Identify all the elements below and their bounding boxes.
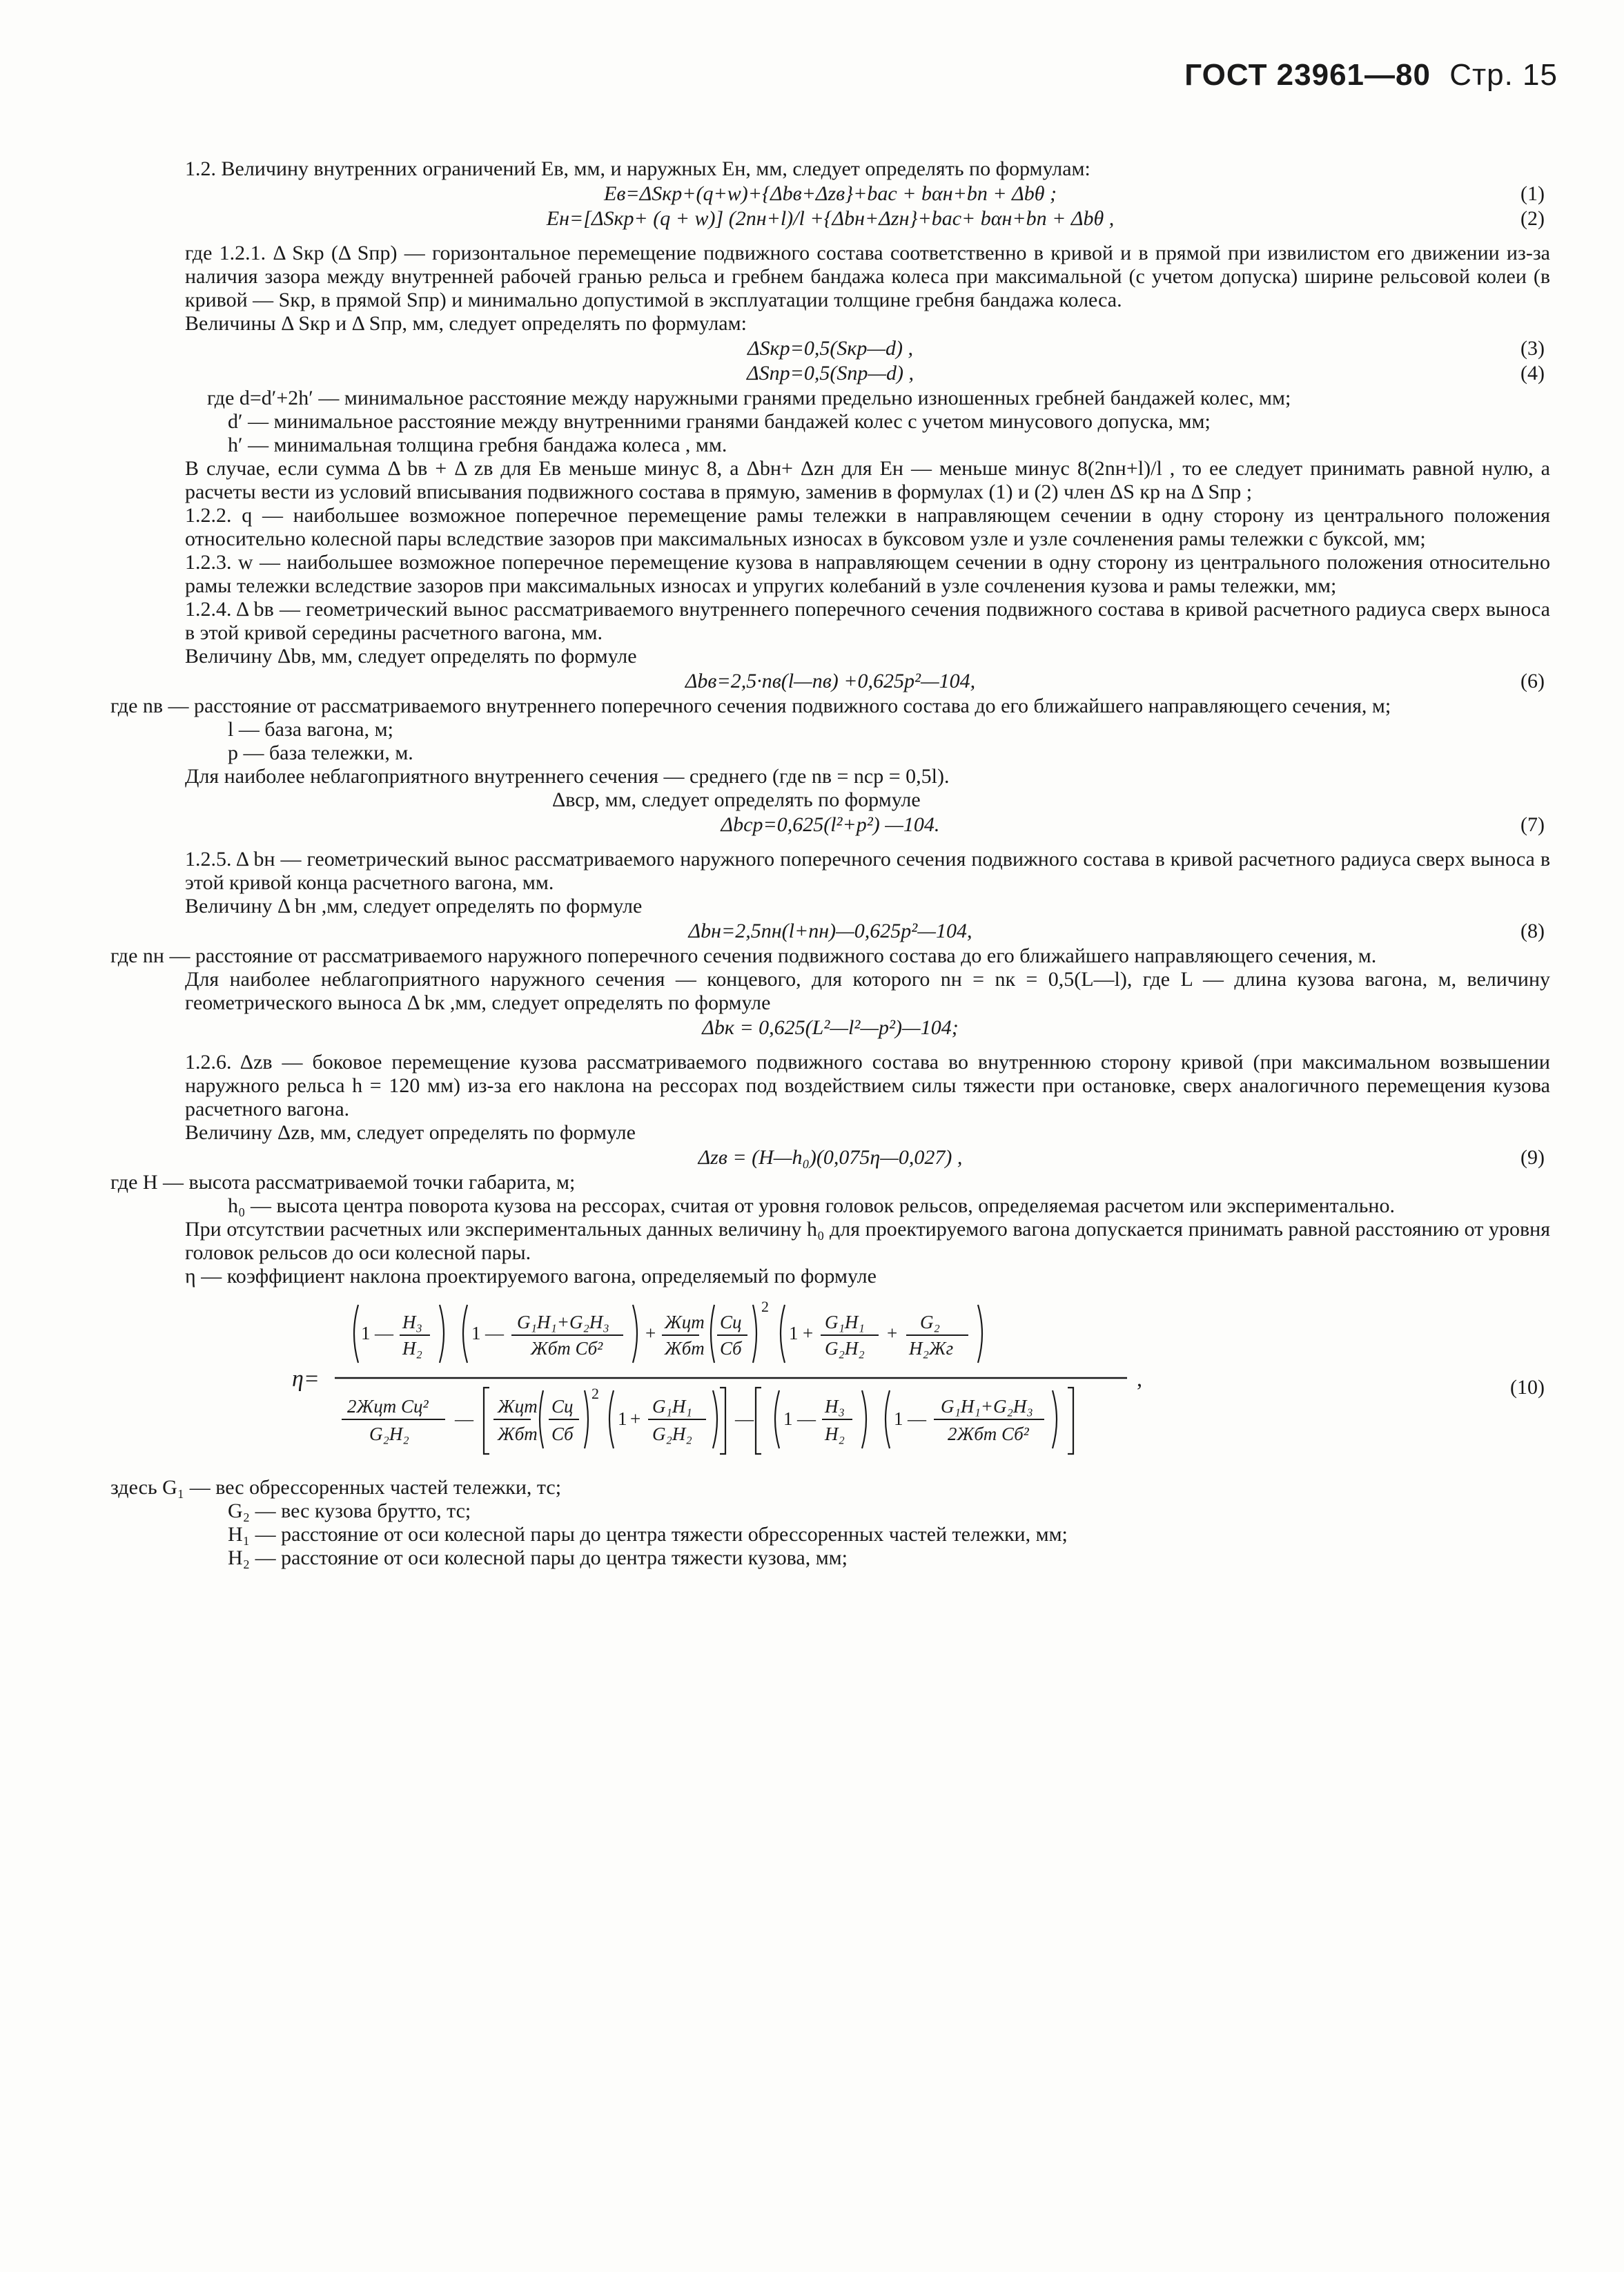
formula-number: (7) bbox=[1520, 813, 1545, 836]
definition: где d=d′+2h′ — минимальное расстояние между наружными гранями предельно изношенных гребней бандажей колес, мм; bbox=[207, 387, 1291, 409]
num-H3: H₃ bbox=[402, 1312, 422, 1332]
text-line: Величину Δbв, мм, следует определять по формуле bbox=[185, 645, 637, 668]
formula-text: Δbн=2,5nн(l+nн)—0,625p²—104, bbox=[688, 920, 972, 942]
formula-10-graphic bbox=[292, 1298, 1369, 1461]
den-G2H2: G₂H₂ bbox=[369, 1424, 409, 1444]
num-G2: G₂ bbox=[920, 1312, 940, 1332]
formula-comma: , bbox=[1137, 1366, 1142, 1391]
formula-6 bbox=[110, 670, 1550, 693]
definition: G₂ — вес кузова брутто, тс; bbox=[228, 1499, 471, 1522]
text-paragraph: При отсутствии расчетных или экспериментальных данных величину h₀ для проектируемого вагона допускается принимать равной расстоянию от уровня головок рельсов до оси колесной пары. bbox=[185, 1218, 1550, 1264]
formula-4 bbox=[110, 362, 1550, 385]
text-line: Величины Δ Sкр и Δ Sпр, мм, следует определять по формулам: bbox=[185, 312, 747, 335]
num-plus-1: + bbox=[645, 1323, 656, 1343]
den-one-1: 1 bbox=[618, 1408, 627, 1429]
den-H3: H₃ bbox=[825, 1396, 845, 1417]
formula-text: Δbк = 0,625(L²—l²—p²)—104; bbox=[702, 1016, 959, 1039]
num-Zhb-Cb2: Жбт Cб² bbox=[531, 1338, 603, 1359]
formula-3 bbox=[110, 337, 1550, 360]
document-body bbox=[110, 157, 1550, 1570]
formula-9 bbox=[110, 1146, 1550, 1169]
num-one-1: 1 bbox=[361, 1323, 371, 1343]
den-Cc: Cц bbox=[551, 1396, 574, 1417]
den-H2: H₂ bbox=[825, 1424, 845, 1444]
formula-number: (8) bbox=[1520, 920, 1545, 942]
formula-text: Δbср=0,625(l²+p²) —104. bbox=[721, 813, 940, 836]
definition: h′ — минимальная толщина гребня бандажа колеса , мм. bbox=[228, 434, 727, 456]
text-line: 1.2. Величину внутренних ограничений Eв, мм, и наружных Eн, мм, следует определять по формулам: bbox=[185, 157, 1090, 180]
num-H2Zhg: H₂Жг bbox=[909, 1338, 954, 1359]
den-Cb: Cб bbox=[551, 1424, 574, 1444]
den-minus-3: — bbox=[797, 1408, 816, 1429]
num-Zhb-t: Жбт bbox=[665, 1338, 705, 1359]
text-line: η — коэффициент наклона проектируемого вагона, определяемый по формуле bbox=[185, 1265, 877, 1288]
page-number: Стр. 15 bbox=[1449, 58, 1558, 92]
num-Cc: Cц bbox=[720, 1312, 742, 1332]
num-G1H1: G₁H₁ bbox=[825, 1312, 865, 1332]
formula-text: ΔSкр=0,5(Sкр—d) , bbox=[747, 337, 914, 360]
num-plus-3: + bbox=[887, 1323, 898, 1343]
formula-text: Eн=[ΔSкр+ (q + w)] (2nн+l)/l +{Δbн+Δzн}+bас+ bαн+bп + Δbθ , bbox=[546, 207, 1115, 230]
text-paragraph: В случае, если сумма Δ bв + Δ zв для Eв меньше минус 8, а Δbн+ Δzн для Eн — меньше минус 8(2nн+l)/l , то ее следует принимать равной нулю, а расчеты вести из условий вписывания подвижного состава в прямую, заменив в формулах (1) и (2) член ΔS кр на Δ Sпр ; bbox=[185, 457, 1550, 503]
den-two-Zhc-Cc2: 2Жцт Cц² bbox=[347, 1396, 429, 1417]
text-line: Величину Δzв, мм, следует определять по формуле bbox=[185, 1121, 636, 1144]
formula-text: Δbв=2,5·nв(l—nв) +0,625p²—104, bbox=[685, 670, 976, 692]
definition: l — база вагона, м; bbox=[228, 718, 393, 741]
definition: d′ — минимальное расстояние между внутренними гранями бандажей колес с учетом минусового допуска, мм; bbox=[228, 410, 1211, 433]
den-minus-2: — bbox=[735, 1408, 754, 1429]
formula-number: (3) bbox=[1520, 337, 1545, 360]
text-paragraph: 1.2.6. Δzв — боковое перемещение кузова рассматриваемого подвижного состава во внутреннюю сторону кривой (при максимальном возвышении наружного рельса h = 120 мм) из-за его наклона на рессорах под воздействием силы тяжести при остановке, сверх аналогичного перемещения кузова расчетного вагона. bbox=[185, 1051, 1550, 1120]
standard-number: ГОСТ 23961—80 bbox=[1184, 58, 1431, 92]
num-Cb: Cб bbox=[720, 1338, 742, 1359]
num-one-3: 1 bbox=[789, 1323, 799, 1343]
text-paragraph: 1.2.5. Δ bн — геометрический вынос рассматриваемого наружного поперечного сечения подвижного состава в кривой расчетного радиуса сверх выноса в этой кривой конца расчетного вагона, мм. bbox=[185, 848, 1550, 894]
den-G1H1: G₁H₁ bbox=[652, 1396, 692, 1417]
den-minus-1: — bbox=[455, 1408, 473, 1429]
num-plus-2: + bbox=[803, 1323, 814, 1343]
formula-2 bbox=[110, 207, 1550, 231]
text-paragraph: где nв — расстояние от рассматриваемого внутреннего поперечного сечения подвижного состава до его ближайшего направляющего сечения, м; bbox=[110, 695, 1391, 717]
definition: H₁ — расстояние от оси колесной пары до центра тяжести обрессоренных частей тележки, мм; bbox=[228, 1523, 1068, 1546]
formula-number: (6) bbox=[1520, 670, 1545, 692]
text-line: Величину Δ bн ,мм, следует определять по формуле bbox=[185, 895, 643, 917]
formula-number: (4) bbox=[1520, 362, 1545, 385]
den-one-3: 1 bbox=[894, 1408, 903, 1429]
den-Zhc-t: Жцт bbox=[498, 1396, 538, 1417]
formula-text: Eв=ΔSкр+(q+w)+{Δbв+Δzв}+bас + bαн+bп + Δbθ ; bbox=[604, 182, 1057, 205]
num-one-2: 1 bbox=[471, 1323, 481, 1343]
formula-text: Δzв = (H—h₀)(0,075η—0,027) , bbox=[698, 1146, 963, 1169]
num-Zhc-t: Жцт bbox=[665, 1312, 705, 1332]
text-line: Для наиболее неблагоприятного внутреннего сечения — среднего (где nв = nср = 0,5l). bbox=[185, 765, 950, 788]
formula-text: ΔSпр=0,5(Sпр—d) , bbox=[746, 362, 914, 385]
text-paragraph: 1.2.3. w — наибольшее возможное поперечное перемещение кузова в направляющем сечении в одну сторону из центрального положения относительно рамы тележки вследствие зазоров при максимальных износах и упругих колебаний в узле сочленения кузова и рамы тележки, мм; bbox=[185, 551, 1550, 597]
num-G1H1-G2H3: G₁H₁+G₂H₃ bbox=[517, 1312, 609, 1332]
definition: p — база тележки, м. bbox=[228, 741, 413, 764]
text-paragraph: где 1.2.1. Δ Sкр (Δ Sпр) — горизонтальное перемещение подвижного состава соответственно в кривой и в прямой при извилистом его движении из-за наличия зазора между внутренней рабочей гранью рельса и гребнем бандажа колеса при максимальной (с учетом допуска) ширине рельсовой колеи (в кривой — Sкр, в прямой Sпр) и минимально допустимой в эксплуатации толщине гребня бандажа колеса. bbox=[185, 242, 1550, 311]
num-square: 2 bbox=[761, 1298, 769, 1315]
formula-1 bbox=[110, 182, 1550, 206]
definition: h₀ — высота центра поворота кузова на рессорах, считая от уровня головок рельсов, определяемая расчетом или экспериментально. bbox=[228, 1194, 1395, 1217]
num-minus-1: — bbox=[375, 1323, 393, 1343]
text-line: где H — высота рассматриваемой точки габарита, м; bbox=[110, 1171, 576, 1194]
text-line: Δвср, мм, следует определять по формуле bbox=[552, 788, 921, 811]
num-G2H2: G₂H₂ bbox=[825, 1338, 865, 1359]
den-square: 2 bbox=[591, 1385, 599, 1402]
den-one-2: 1 bbox=[783, 1408, 793, 1429]
formula-8 bbox=[110, 920, 1550, 943]
formula-number: (2) bbox=[1520, 207, 1545, 230]
formula-10 bbox=[110, 1298, 1550, 1461]
den-G1H1-G2H3: G₁H₁+G₂H₃ bbox=[941, 1396, 1033, 1417]
page-header bbox=[1184, 58, 1558, 93]
num-minus-2: — bbox=[485, 1323, 504, 1343]
den-plus-1: + bbox=[630, 1408, 641, 1429]
formula-number: (1) bbox=[1520, 182, 1545, 205]
definition: H₂ — расстояние от оси колесной пары до центра тяжести кузова, мм; bbox=[228, 1546, 848, 1569]
text-paragraph: Для наиболее неблагоприятного наружного сечения — концевого, для которого nн = nк = 0,5(L—l), где L — длина кузова вагона, м, величину геометрического выноса Δ bк ,мм, следует определять по формуле bbox=[185, 968, 1550, 1014]
definition: здесь G₁ — вес обрессоренных частей тележки, тс; bbox=[110, 1476, 562, 1499]
den-two-Zhb-Cb2: 2Жбт Cб² bbox=[948, 1424, 1029, 1444]
num-H2: H₂ bbox=[402, 1338, 422, 1359]
formula-number: (9) bbox=[1520, 1146, 1545, 1169]
formula-8b bbox=[110, 1016, 1550, 1040]
den-Zhb-t: Жбт bbox=[498, 1424, 538, 1444]
text-paragraph: 1.2.2. q — наибольшее возможное поперечное перемещение рамы тележки в направляющем сечении в одну сторону из центрального положения относительно колесной пары вследствие зазоров при максимальных износах в буксовом узле и узле сочленения рамы тележки с буксой, мм; bbox=[185, 504, 1550, 550]
den-G2H2-b: G₂H₂ bbox=[652, 1424, 692, 1444]
den-minus-4: — bbox=[908, 1408, 926, 1429]
text-paragraph: где nн — расстояние от рассматриваемого наружного поперечного сечения подвижного состава до его ближайшего направляющего сечения, м. bbox=[110, 944, 1377, 967]
formula-7 bbox=[110, 813, 1550, 837]
formula-number: (10) bbox=[1510, 1376, 1545, 1399]
text-paragraph: 1.2.4. Δ bв — геометрический вынос рассматриваемого внутреннего поперечного сечения подвижного состава в кривой расчетного радиуса сверх выноса в этой кривой середины расчетного вагона, мм. bbox=[185, 598, 1550, 644]
formula-lhs: η= bbox=[292, 1366, 320, 1392]
